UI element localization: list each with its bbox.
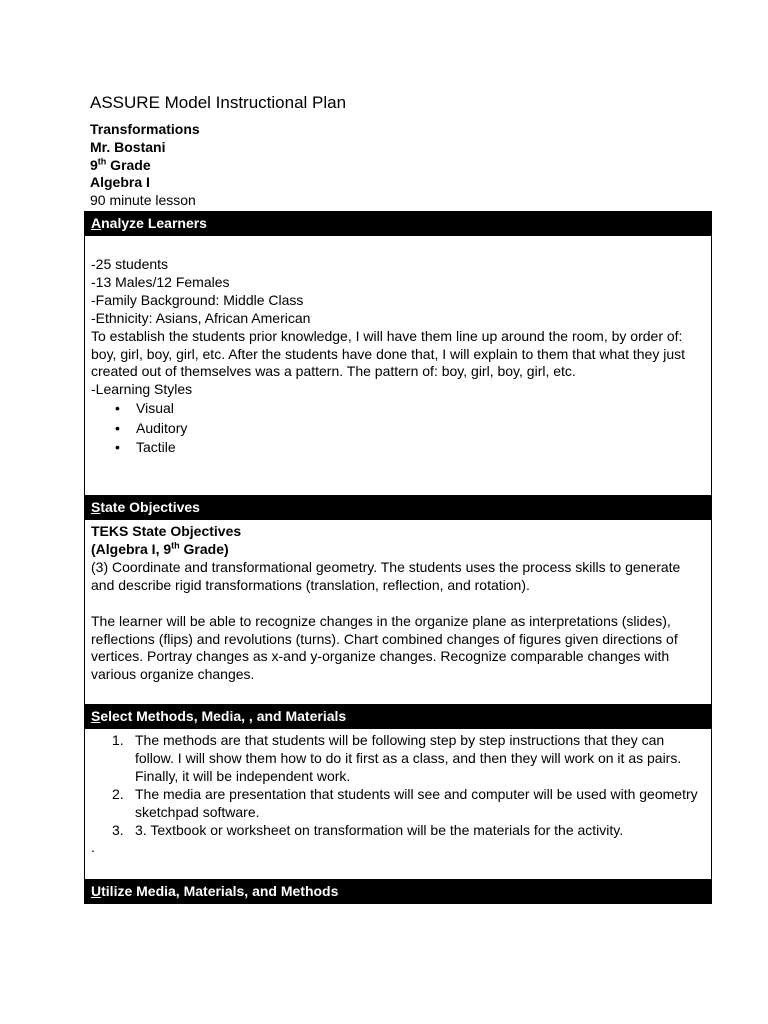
heading-initial: U bbox=[91, 883, 102, 899]
learning-style: Visual bbox=[136, 400, 174, 417]
learning-style: Auditory bbox=[136, 419, 188, 436]
select-methods-body bbox=[85, 729, 711, 857]
course-name: Algebra I bbox=[90, 174, 150, 191]
item-number: 1. bbox=[112, 732, 124, 748]
lesson-topic: Transformations bbox=[90, 121, 200, 137]
heading-rest: elect Methods, Media, , and Materials bbox=[100, 708, 347, 724]
item-text: 3. Textbook or worksheet on transformation will be the materials for the activity. bbox=[135, 821, 624, 838]
trailing-period: . bbox=[91, 839, 95, 856]
list-item bbox=[91, 399, 703, 419]
item-text: The media are presentation that students will see and computer will be used with geometry sketchpad software. bbox=[135, 785, 698, 820]
methods-list bbox=[91, 732, 703, 839]
learner-fact: -Family Background: Middle Class bbox=[91, 291, 304, 308]
analyze-learners-section bbox=[84, 211, 712, 496]
analyze-learners-heading bbox=[85, 211, 711, 236]
bullet-icon: • bbox=[115, 400, 120, 417]
bullet-icon: • bbox=[115, 439, 120, 456]
learner-fact: -13 Males/12 Females bbox=[91, 273, 230, 290]
utilize-media-heading bbox=[85, 879, 711, 904]
heading-rest: tate Objectives bbox=[100, 499, 200, 515]
select-methods-heading bbox=[85, 704, 711, 729]
standard-paragraph: (3) Coordinate and transformational geometry. The students uses the process skills to generate and describe rigid transformations (translation, reflection, and rotation). bbox=[91, 558, 681, 593]
heading-rest: nalyze Learners bbox=[101, 215, 207, 231]
learning-styles-list bbox=[91, 399, 703, 458]
heading-initial: S bbox=[91, 708, 101, 724]
grade-number: 9 bbox=[90, 156, 98, 173]
subtitle-pre: (Algebra I, 9 bbox=[91, 540, 172, 557]
select-methods-section bbox=[84, 704, 712, 880]
teks-title: TEKS State Objectives bbox=[91, 523, 242, 539]
subtitle-sup: th bbox=[171, 540, 180, 551]
list-item bbox=[91, 822, 703, 840]
grade-suffix: th bbox=[97, 155, 107, 166]
utilize-media-section bbox=[84, 879, 712, 904]
heading-rest: tilize Media, Materials, and Methods bbox=[101, 883, 339, 899]
state-objectives-heading bbox=[85, 495, 711, 520]
lesson-info bbox=[90, 121, 200, 210]
analyze-learners-body bbox=[85, 236, 711, 458]
teks-subtitle bbox=[91, 541, 703, 559]
state-objectives-section bbox=[84, 495, 712, 705]
heading-initial: A bbox=[91, 215, 102, 231]
document-title: ASSURE Model Instructional Plan bbox=[90, 93, 347, 112]
teacher-name: Mr. Bostani bbox=[90, 138, 166, 155]
learner-fact: -25 students bbox=[91, 256, 169, 272]
lesson-duration: 90 minute lesson bbox=[90, 192, 196, 209]
prior-knowledge-paragraph: To establish the students prior knowledge, I will have them line up around the room, by order of: boy, girl, boy, girl, etc. After the students have done that, I will explain to them that what they just created out of themselves was a pattern. The pattern of: boy, girl, boy, girl, etc. bbox=[91, 327, 686, 380]
list-item bbox=[91, 419, 703, 439]
grade-level bbox=[90, 157, 200, 175]
learner-fact: -Ethnicity: Asians, African American bbox=[91, 309, 311, 326]
state-objectives-body bbox=[85, 520, 711, 684]
learner-objective-paragraph: The learner will be able to recognize changes in the organize plane as interpretations (slides), reflections (flips) and revolutions (turns). Chart combined changes of figures given directions of vertices. Portray changes as x-and y-organize changes. Recognize comparable changes with various organize changes. bbox=[91, 612, 678, 683]
grade-word: Grade bbox=[106, 156, 151, 173]
subtitle-post: Grade) bbox=[179, 540, 229, 557]
paragraph-gap bbox=[91, 595, 703, 613]
list-item bbox=[91, 438, 703, 458]
heading-initial: S bbox=[91, 499, 101, 515]
list-item bbox=[91, 786, 703, 822]
learning-styles-label: -Learning Styles bbox=[91, 381, 193, 398]
item-number: 3. bbox=[112, 821, 124, 838]
item-number: 2. bbox=[112, 785, 124, 802]
list-item bbox=[91, 732, 703, 786]
item-text: The methods are that students will be following step by step instructions that they can follow. I will show them how to do it first as a class, and then they will work on it as pairs. Finally, it will be independent work. bbox=[135, 732, 682, 784]
learning-style: Tactile bbox=[136, 439, 176, 456]
bullet-icon: • bbox=[115, 419, 120, 436]
